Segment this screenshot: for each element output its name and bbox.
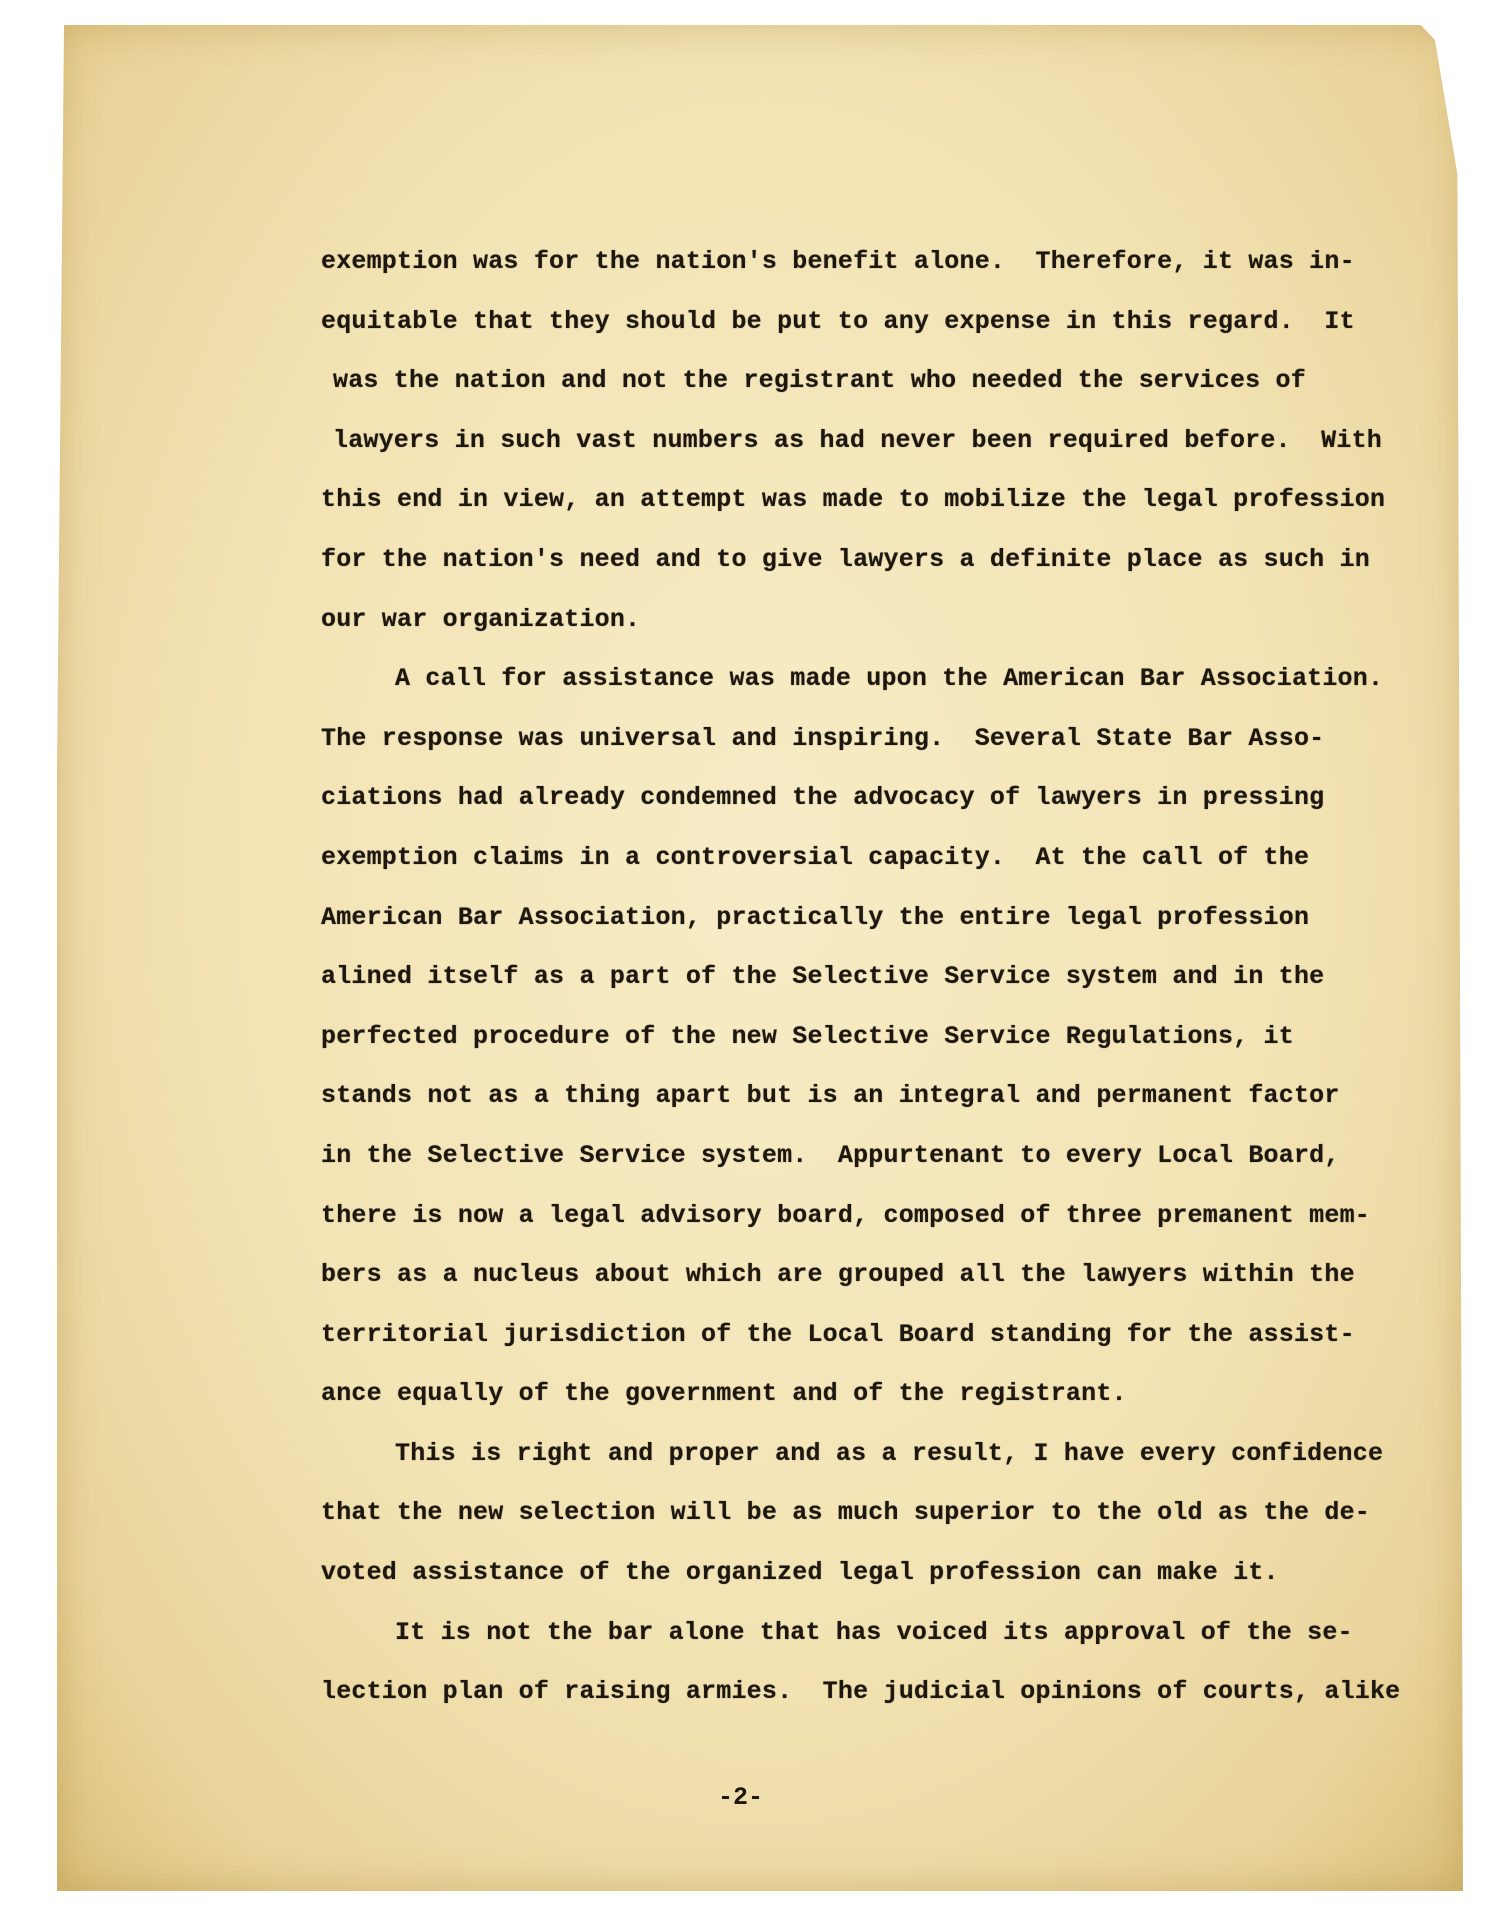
text-line: in the Selective Service system. Appurtenant to every Local Board,: [321, 1140, 1340, 1170]
page-number: -2-: [718, 1783, 764, 1812]
text-line: for the nation's need and to give lawyers a definite place as such in: [321, 544, 1370, 574]
text-line: ciations had already condemned the advocacy of lawyers in pressing: [321, 783, 1325, 813]
text-line: A call for assistance was made upon the American Bar Association.: [395, 664, 1384, 694]
text-line: exemption claims in a controversial capacity. At the call of the: [321, 842, 1310, 872]
text-line: this end in view, an attempt was made to mobilize the legal profession: [321, 485, 1386, 515]
text-line: was the nation and not the registrant who needed the services of: [333, 366, 1306, 396]
text-line: our war organization.: [321, 604, 641, 634]
text-line: territorial jurisdiction of the Local Board standing for the assist-: [321, 1319, 1355, 1349]
text-line: voted assistance of the organized legal profession can make it.: [321, 1558, 1279, 1588]
text-line: ance equally of the government and of the registrant.: [321, 1379, 1127, 1409]
text-line: exemption was for the nation's benefit alone. Therefore, it was in-: [321, 247, 1355, 276]
text-line: American Bar Association, practically the entire legal profession: [321, 902, 1310, 932]
text-line: alined itself as a part of the Selective Service system and in the: [321, 962, 1325, 992]
text-line: stands not as a thing apart but is an integral and permanent factor: [321, 1081, 1340, 1111]
text-line: perfected procedure of the new Selective Service Regulations, it: [321, 1021, 1294, 1051]
typewritten-body: [321, 232, 1400, 1722]
text-line: lawyers in such vast numbers as had never been required before. With: [333, 425, 1382, 455]
text-line: It is not the bar alone that has voiced its approval of the se-: [395, 1617, 1353, 1647]
text-line: The response was universal and inspiring. Several State Bar Asso-: [321, 723, 1325, 753]
text-line: bers as a nucleus about which are grouped all the lawyers within the: [321, 1260, 1355, 1290]
text-line: equitable that they should be put to any expense in this regard. It: [321, 306, 1355, 336]
text-line: This is right and proper and as a result, I have every confidence: [395, 1438, 1384, 1468]
text-line: lection plan of raising armies. The judicial opinions of courts, alike: [321, 1677, 1401, 1707]
text-line: that the new selection will be as much superior to the old as the de-: [321, 1498, 1370, 1528]
text-line: there is now a legal advisory board, composed of three premanent mem-: [321, 1200, 1370, 1230]
